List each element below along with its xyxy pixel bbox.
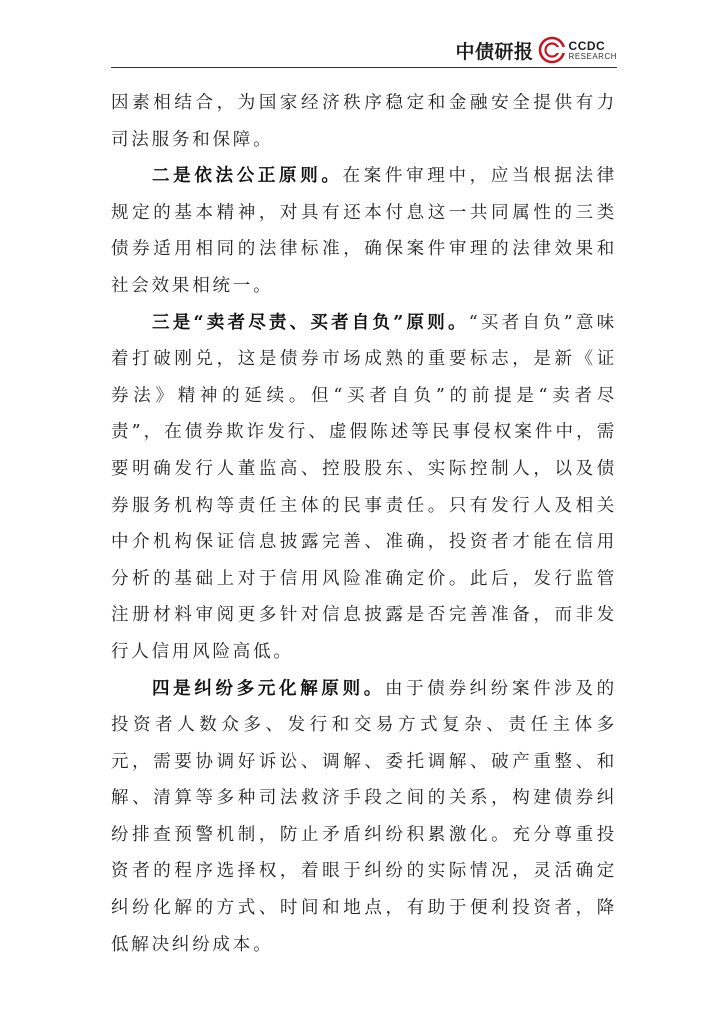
paragraph-body: 在案件审理中，应当根据法律规定的基本精神，对具有还本付息这一共同属性的三类债券适用相同的法律标准，确保案件审理的法律效果和社会效果相统一。 <box>111 166 618 296</box>
paragraph-principle-two <box>111 158 617 304</box>
paragraph-heading: 三是“卖者尽责、买者自负”原则。 <box>152 312 469 333</box>
ccdc-research-logo <box>456 36 617 64</box>
logo-brand-ccdc: CCDC <box>568 38 606 53</box>
ccdc-emblem-icon <box>538 36 566 64</box>
logo-brand <box>569 40 617 61</box>
logo-brand-research: RESEARCH <box>568 51 617 61</box>
paragraph-heading: 四是纠纷多元化解原则。 <box>152 678 385 699</box>
logo-text: 中债研报 <box>455 40 534 63</box>
page-header <box>111 34 617 68</box>
paragraph-principle-three <box>111 305 617 671</box>
paragraph-body: “买者自负”意味着打破刚兑，这是债券市场成熟的重要标志，是新《证券法》精神的延续。但“买者自负”的前提是“卖者尽责”，在债券欺诈发行、虚假陈述等民事侵权案件中，需要明确发行人董监高、控股股东、实际控制人，以及债券服务机构等责任主体的民事责任。只有发行人及相关中介机构保证信息披露完善、准确，投资者才能在信用分析的基础上对于信用风险准确定价。此后，发行监管注册材料审阅更多针对信息披露是否完善准备，而非发行人信用风险高低。 <box>111 312 617 662</box>
document-body <box>111 85 617 963</box>
paragraph-heading: 二是依法公正原则。 <box>152 166 343 187</box>
paragraph-body: 由于债券纠纷案件涉及的投资者人数众多、发行和交易方式复杂、责任主体多元，需要协调好诉讼、调解、委托调解、破产重整、和解、清算等多种司法救济手段之间的关系，构建债券纠纷排查预警机制，防止矛盾纠纷积累激化。充分尊重投资者的程序选择权，着眼于纠纷的实际情况，灵活确定纠纷化解的方式、时间和地点，有助于便利投资者，降低解决纠纷成本。 <box>111 678 617 955</box>
paragraph-principle-four <box>111 671 617 964</box>
paragraph-continued <box>111 85 617 158</box>
paragraph-body: 因素相结合，为国家经济秩序稳定和金融安全提供有力司法服务和保障。 <box>111 93 617 150</box>
header-divider <box>111 67 617 68</box>
